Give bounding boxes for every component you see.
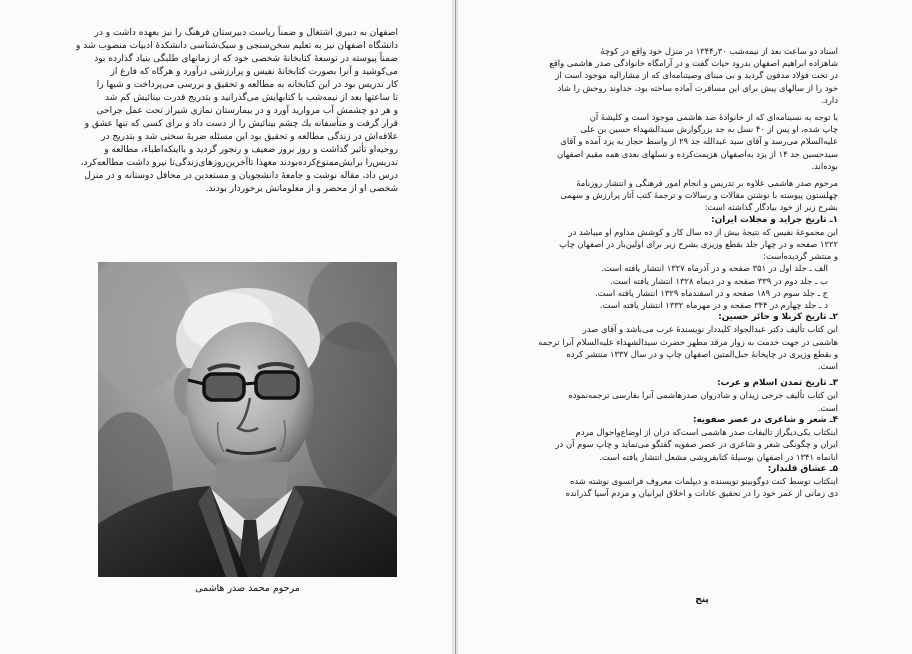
text-line: این مجموعهٔ نفیس که نتیجهٔ بیش از ده سال کار و کوشش مداوم او میباشد در xyxy=(568,226,838,237)
volume-item: د ـ جلد چهارم در ۳۴۴ صفحه و در مهرماه ۱۳۳۲ انتشار یافته است. xyxy=(599,300,828,311)
text-line: و بقطع وزیری در چاپخانهٔ حبل‌المتین اصفهان چاپ و در سال ۱۳۳۷ منتشر کرده xyxy=(566,348,838,359)
photo-caption: مرحوم محمد صدر هاشمی xyxy=(195,583,300,594)
text-line: شاهزاده ابراهیم اصفهان بدرود حیات گفت و در آرامگاه خانوادگی صدر هاشمی واقع xyxy=(549,58,838,69)
text-line: دارد. xyxy=(821,94,838,105)
text-line: بشرح زیر از خود بیادگار گذاشته است: xyxy=(704,202,838,213)
text-line: و منتشر گردیده‌است: xyxy=(763,251,838,262)
volume-item: ج ـ جلد سوم در ۱۸۹ صفحه و در اسفندماه ۱۳۲۹ انتشار یافته است. xyxy=(594,287,828,298)
portrait-photo xyxy=(98,262,397,577)
text-line: هاشمی در جهت خدمت به زوار مرقد مطهر حضرت سیدالشهداء علیه‌السلام آنرا ترجمه xyxy=(538,336,838,347)
right-page xyxy=(458,0,912,654)
text-line: مرحوم صدر هاشمی علاوه بر تدریس و انجام امور فرهنگی و انتشار روزنامهٔ xyxy=(576,178,838,189)
text-line: است. xyxy=(817,361,838,372)
text-line: و هر دو چشمش آب مروارید آورد و در بیمارستان نمازی شیراز تحت عمل جراحی xyxy=(96,106,398,116)
text-line: چاپ شده، او پس از ۴۰ نسل به جد بزرگوارش سیدالشهداء حسین بن علی xyxy=(580,124,838,135)
text-line: شخصی او از محضر و از معلوماتش برخوردار بودند. xyxy=(205,184,398,194)
volume-item: الف ـ جلد اول در ۳۵۱ صفحه و در آذرماه ۱۳۲۷ انتشار یافته است. xyxy=(601,263,828,274)
text-line: ضمناً پیوسته در توسعهٔ کتابخانهٔ شخصی خود که از زمانهای طلبگی بنیاد گذارده بود xyxy=(94,54,398,64)
section-heading: ۱ـ تاریخ جراید و مجلات ایران: xyxy=(711,214,838,225)
text-line: روحیه‌او تأثیر گذاشت و روز بروز ضعیف و رنجور گردید و بااینکه‌اطباء، مطالعه و xyxy=(104,145,398,155)
volume-item: ب ـ جلد دوم در ۳۳۹ صفحه و در دیماه ۱۳۲۸ انتشار یافته است. xyxy=(610,275,828,286)
text-line: می‌کوشید و آنرا بصورت کتابخانهٔ نفیس و پرارزشی درآورد و هرگاه که فارغ از xyxy=(110,67,398,77)
text-line: در تخت فولاد مدفون گردید و بی مبنای وصیتنامه‌ای که از مشارالیه موجود است از xyxy=(555,70,838,81)
page-number: پنج xyxy=(695,595,709,605)
text-line: با توجه به نسبنامه‌ای که از خانوادهٔ صد هاشمی موجود است و کلیشهٔ آن xyxy=(589,112,838,123)
text-line: سیدحسین جد ۱۴ از یزد به‌اصفهان هزیمت‌کرده و نسلهای بعدی همه مقیم اصفهان xyxy=(556,148,838,159)
text-line: تدریس‌را برایش‌ممنوع‌کرده‌بودند معهذا تاآخرین‌روزهای‌زندگی‌تا نیرو داشت مطالعه‌کرد، xyxy=(80,158,398,168)
text-line: دانشگاه اصفهان نیز به تعلیم سخن‌سنجی و سبک‌شناسی دانشکدهٔ ادبیات منصوب شد و xyxy=(76,41,398,51)
left-page-text xyxy=(22,27,398,196)
section-heading: ۲ـ تاریخ کربلا و حائر حسین: xyxy=(718,312,838,323)
section-heading: ۵ـ عشاق قلندار: xyxy=(767,463,838,474)
right-page-text xyxy=(518,45,838,499)
section-heading: ۳ـ تاریخ تمدن اسلام و عرب: xyxy=(717,378,838,389)
text-line: ۱۲۲۲ صفحه و در چهار جلد بقطع وزیری بشرح زیر برای اولین‌بار در اصفهان چاپ xyxy=(559,239,838,250)
text-line: اینکتاب توسط کنت دوگوبینو نویسنده و دیپلمات معروف فرانسوی نوشته شده xyxy=(569,475,838,486)
text-line: استاد دو ساعت بعد از نیمه‌شب ۳۰ر۱۳۴۴ در منزل خود واقع در کوچهٔ xyxy=(600,46,838,56)
text-line: ایران و چگونگی شعر و شاعری در عصر صفویه گفتگو می‌نماید و چاپ سوم آن در xyxy=(555,439,838,450)
text-line: کار تدریس بود در این کتابخانه به مطالعه و تحقیق و بررسی می‌پرداخت و شبها را xyxy=(96,80,398,90)
text-line: است. xyxy=(817,402,838,413)
text-line: قرار گرفت و متأسفانه یك چشم بینائیش را از دست داد و برای کسی که تنها عشق و xyxy=(84,119,398,129)
section-heading: ۴ـ شعر و شاعری در عصر صفویه: xyxy=(692,414,838,425)
text-line: بوده‌اند. xyxy=(811,160,838,171)
text-line: این کتاب تألیف جرجی زیدان و شادروان صدرهاشمی آنرا بفارسی ترجمه‌نموده xyxy=(568,390,838,401)
left-page xyxy=(0,0,452,654)
gutter-line xyxy=(455,0,456,654)
text-line: تا ساعتها بعد از نیمه‌شب با کتابهایش می‌گذرانید و بتدریج قدرت بینائیش کم شد xyxy=(105,93,398,103)
text-line: علاقه‌اش در زندگی مطالعه و تحقیق بود این مسئله ضربهٔ سختی شد و بتدریج در xyxy=(101,132,398,142)
text-line: دی زمانی از عمر خود را در تحقیق عادات و اخلاق ایرانیان و مردم آسیا گذرانده xyxy=(565,488,838,499)
text-line: درس داد، مقاله نوشت و جامعهٔ دانشجویان و مستعدین در محافل دوستانه و در منزل xyxy=(84,171,398,181)
text-line: علیه‌السلام می‌رسد و آقای سید عبدالله جد ۲۹ از واسط حجاز به یزد آمده و آقای xyxy=(560,136,838,147)
portrait-illustration xyxy=(98,262,397,577)
text-line: اصفهان به دبیری اشتغال و ضمناً ریاست دبیرستان فرهنگ را نیز بعهده داشت و در xyxy=(94,28,398,38)
text-line: این کتاب تألیف دکتر عبدالجواد کلیددار نویسندهٔ عرب می‌باشد و آقای صدر xyxy=(582,324,838,335)
text-line: ابانماه ۱۳۴۱ در اصفهان بوسیلهٔ کتابفروشی مشعل انتشار یافته است. xyxy=(599,451,838,462)
text-line: خود را از سالهای پیش برای این مسافرت آماده ساخته بود، خداوند روحش را شاد xyxy=(557,82,838,93)
text-line: اینکتاب یکی‌دیگراز تالیفات صدر هاشمی است‌که دران از اوضاع‌واحوال مردم xyxy=(575,427,838,438)
text-line: چهلستون پیوسته با نوشتن مقالات و رسالات و ترجمهٔ کتب آثار پرارزش و سهمی xyxy=(560,190,838,201)
